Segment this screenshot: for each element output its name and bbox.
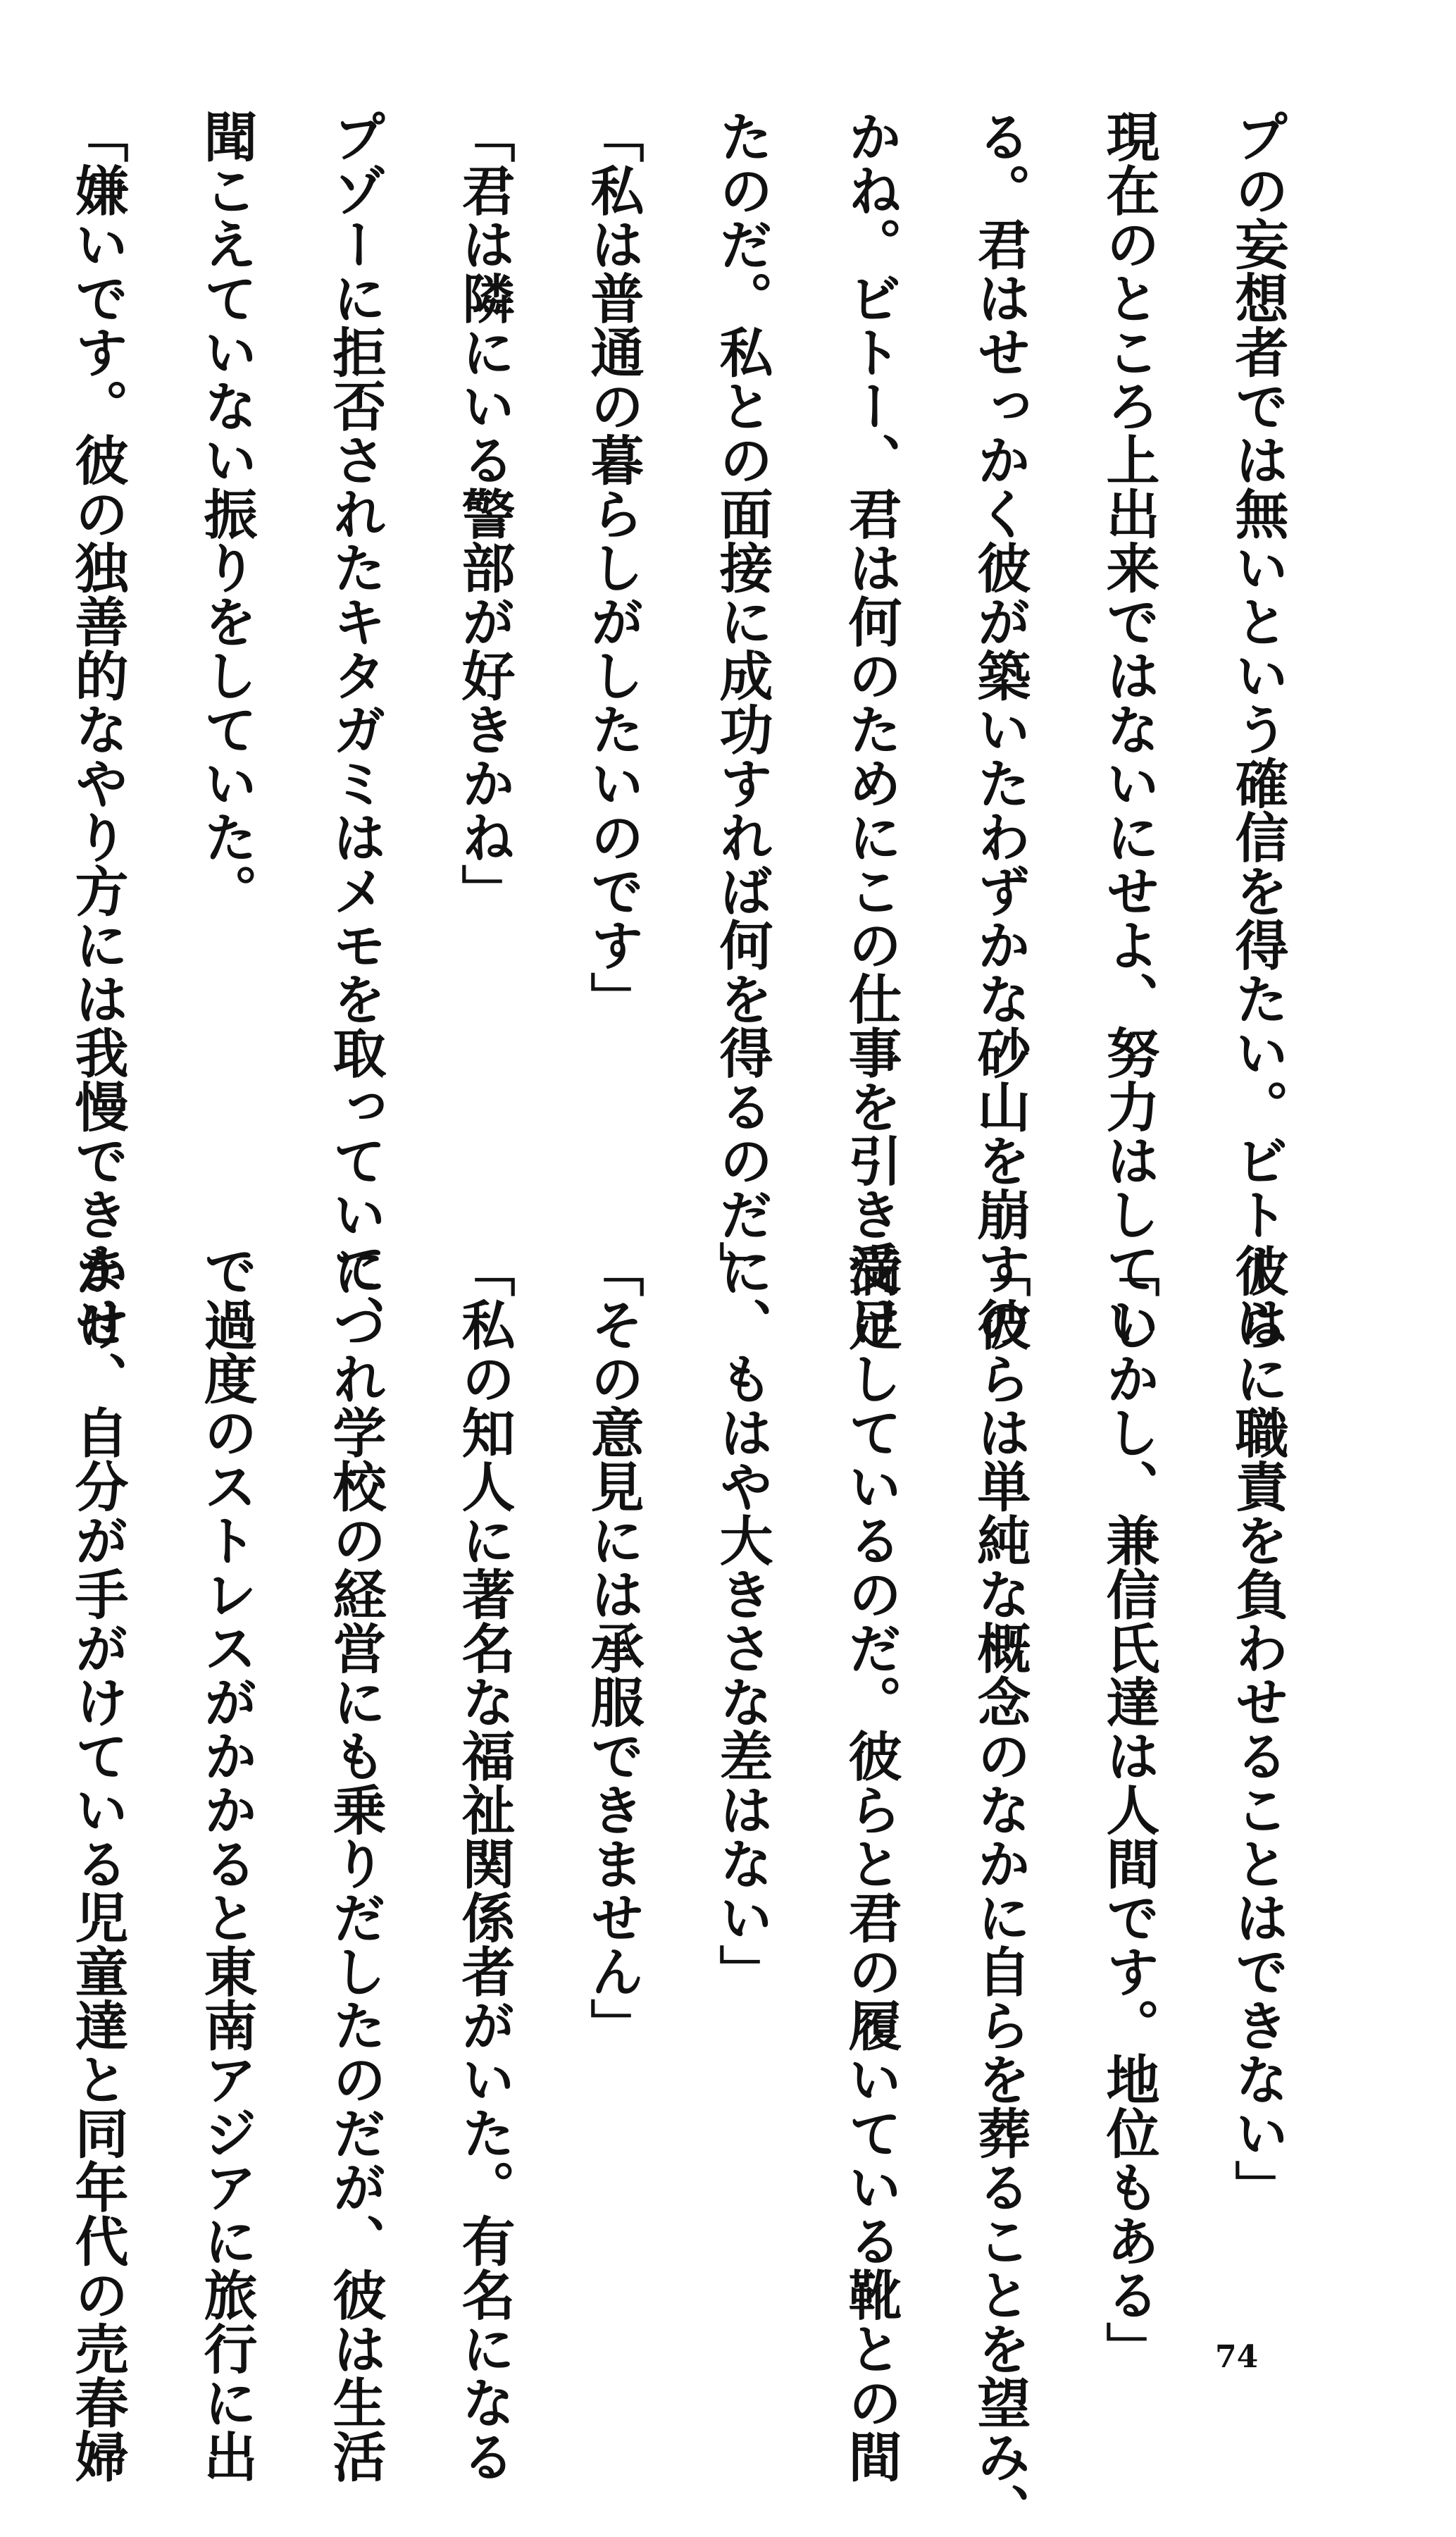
text-line — [0, 109, 33, 1166]
text-line: 「彼らは単純な概念のなかに自らを葬ることを望み、 — [969, 1243, 1031, 2537]
text-line — [0, 1243, 33, 2286]
text-line: 「君は隣にいる警部が好きかね」 — [453, 109, 516, 918]
text-line: る。君はせっかく彼が築いたわずかな砂山を崩すの — [969, 109, 1031, 1349]
text-line: 聞こえていない振りをしていた。 — [195, 109, 258, 918]
text-line: かけ、自分が手がけている児童達と同年代の売春婦 — [66, 1243, 129, 2483]
text-line: につれ学校の経営にも乗りだしたのだが、彼は生活 — [324, 1243, 387, 2483]
top-text-block — [66, 109, 1322, 1349]
text-line: プゾーに拒否されたキタガミはメモを取っていて、 — [324, 109, 387, 1349]
text-line: に、もはや大きさな差はない」 — [711, 1243, 773, 1998]
text-line: 現在のところ上出来ではないにせよ、努力はしてい — [1097, 109, 1160, 1349]
text-line: たのだ。私との面接に成功すれば何を得るのだ」 — [711, 109, 773, 1295]
text-line: 「その意見には承服できません」 — [582, 1243, 645, 2052]
text-line: かね。ビトー、君は何のためにこの仕事を引き受け — [840, 109, 902, 1349]
text-line: で過度のストレスがかかると東南アジアに旅行に出 — [195, 1243, 258, 2483]
text-line: 彼らに職責を負わせることはできない」 — [1226, 1243, 1289, 2214]
text-line: プの妄想者では無いという確信を得たい。ビトーは — [1226, 109, 1289, 1349]
text-line: 「しかし、兼信氏達は人間です。地位もある」 — [1097, 1243, 1160, 2376]
text-line: 「私の知人に著名な福祉関係者がいた。有名になる — [453, 1243, 516, 2483]
text-line: 満足しているのだ。彼らと君の履いている靴との間 — [840, 1243, 902, 2483]
text-line: 「嫌いです。彼の独善的なやり方には我慢できませ — [66, 109, 129, 1349]
text-line: 「私は普通の暮らしがしたいのです」 — [582, 109, 645, 1026]
page-number: 74 — [1215, 2339, 1259, 2375]
